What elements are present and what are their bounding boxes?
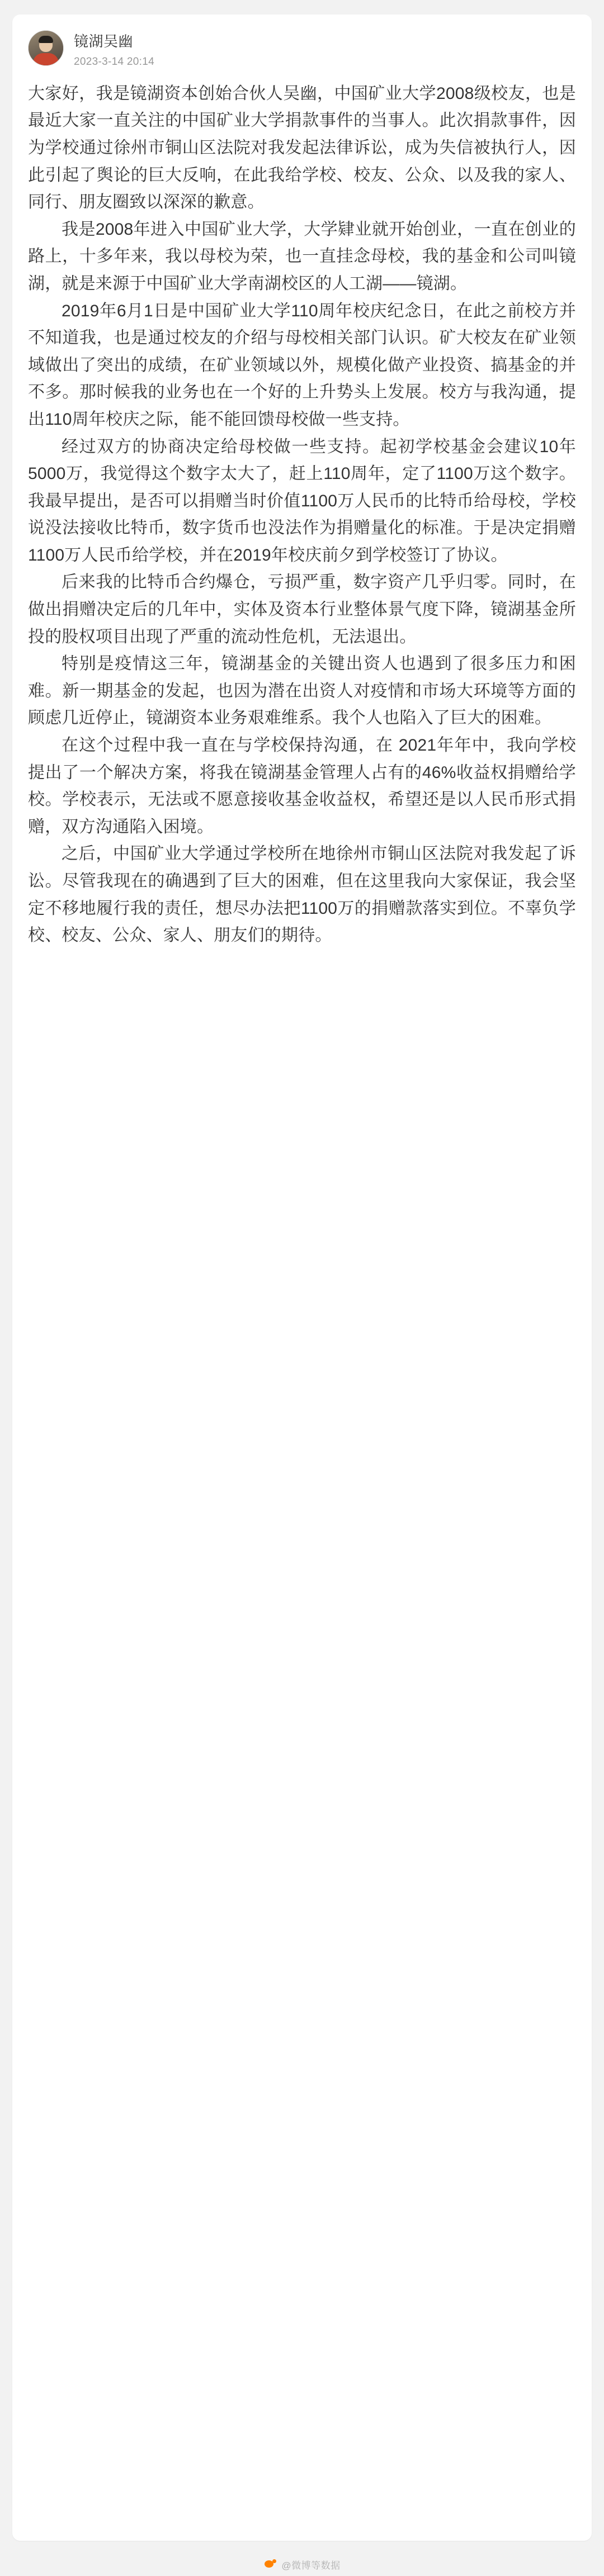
post-content: [27, 76, 577, 950]
weibo-logo-icon: [263, 2559, 277, 2570]
post-paragraph: 后来我的比特币合约爆仓，亏损严重，数字资产几乎归零。同时，在做出捐赠决定后的几年中，实体及资本行业整体景气度下降，镜湖基金所投的股权项目出现了严重的流动性危机，无法退出。: [28, 573, 576, 646]
post-paragraph: 大家好，我是镜湖资本创始合伙人吴幽，中国矿业大学2008级校友，也是最近大家一直关注的中国矿业大学捐款事件的当事人。此次捐款事件，因为学校通过徐州市铜山区法院对我发起法律诉讼，成为失信被执行人，因此引起了舆论的巨大反响，在此我给学校、校友、公众、以及我的家人、同行、朋友圈致以深深的歉意。: [28, 84, 576, 212]
post-paragraph: 我是2008年进入中国矿业大学，大学肄业就开始创业，一直在创业的路上，十多年来，我以母校为荣，也一直挂念母校，我的基金和公司叫镜湖，就是来源于中国矿业大学南湖校区的人工湖——镜湖。: [28, 220, 576, 293]
post-paragraph: 在这个过程中我一直在与学校保持沟通，在 2021年年中，我向学校提出了一个解决方案，将我在镜湖基金管理人占有的46%收益权捐赠给学校。学校表示，无法或不愿意接收基金收益权，希望还是以人民币形式捐赠，双方沟通陷入困境。: [28, 736, 576, 836]
post-paragraph: 2019年6月1日是中国矿业大学110周年校庆纪念日，在此之前校方并不知道我，也是通过校友的介绍与母校相关部门认识。矿大校友在矿业领域做出了突出的成绩，在矿业领域以外，规模化做产业投资、搞基金的并不多。那时候我的业务也在一个好的上升势头上发展。校方与我沟通，提出110周年校庆之际，能不能回馈母校做一些支持。: [28, 301, 576, 429]
post-meta: [74, 30, 154, 68]
post-card: [12, 15, 592, 2541]
watermark-text: @微博等数据: [281, 2560, 341, 2571]
author-name[interactable]: 镜湖吴幽: [74, 33, 134, 50]
post-header: [27, 27, 577, 76]
post-paragraph: 之后，中国矿业大学通过学校所在地徐州市铜山区法院对我发起了诉讼。尽管我现在的确遇到了巨大的困难，但在这里我向大家保证，我会坚定不移地履行我的责任，想尽办法把1100万的捐赠款落实到位。不辜负学校、校友、公众、家人、朋友们的期待。: [28, 845, 576, 945]
avatar[interactable]: [28, 30, 64, 66]
post-paragraph: 经过双方的协商决定给母校做一些支持。起初学校基金会建议10年5000万，我觉得这个数字太大了，赶上110周年，定了1100万这个数字。我最早提出，是否可以捐赠当时价值1100万人民币的比特币给母校，学校说没法接收比特币，数字货币也没法作为捐赠量化的标准。于是决定捐赠1100万人民币给学校，并在2019年校庆前夕到学校签订了协议。: [28, 437, 576, 564]
post-timestamp: 2023-3-14 20:14: [74, 55, 154, 68]
post-paragraph: 特别是疫情这三年，镜湖基金的关键出资人也遇到了很多压力和困难。新一期基金的发起，也因为潜在出资人对疫情和市场大环境等方面的顾虑几近停止，镜湖资本业务艰难维系。我个人也陷入了巨大的困难。: [28, 654, 576, 728]
avatar-hair: [39, 36, 53, 43]
avatar-body: [33, 53, 59, 66]
footer-watermark: [0, 2553, 604, 2576]
